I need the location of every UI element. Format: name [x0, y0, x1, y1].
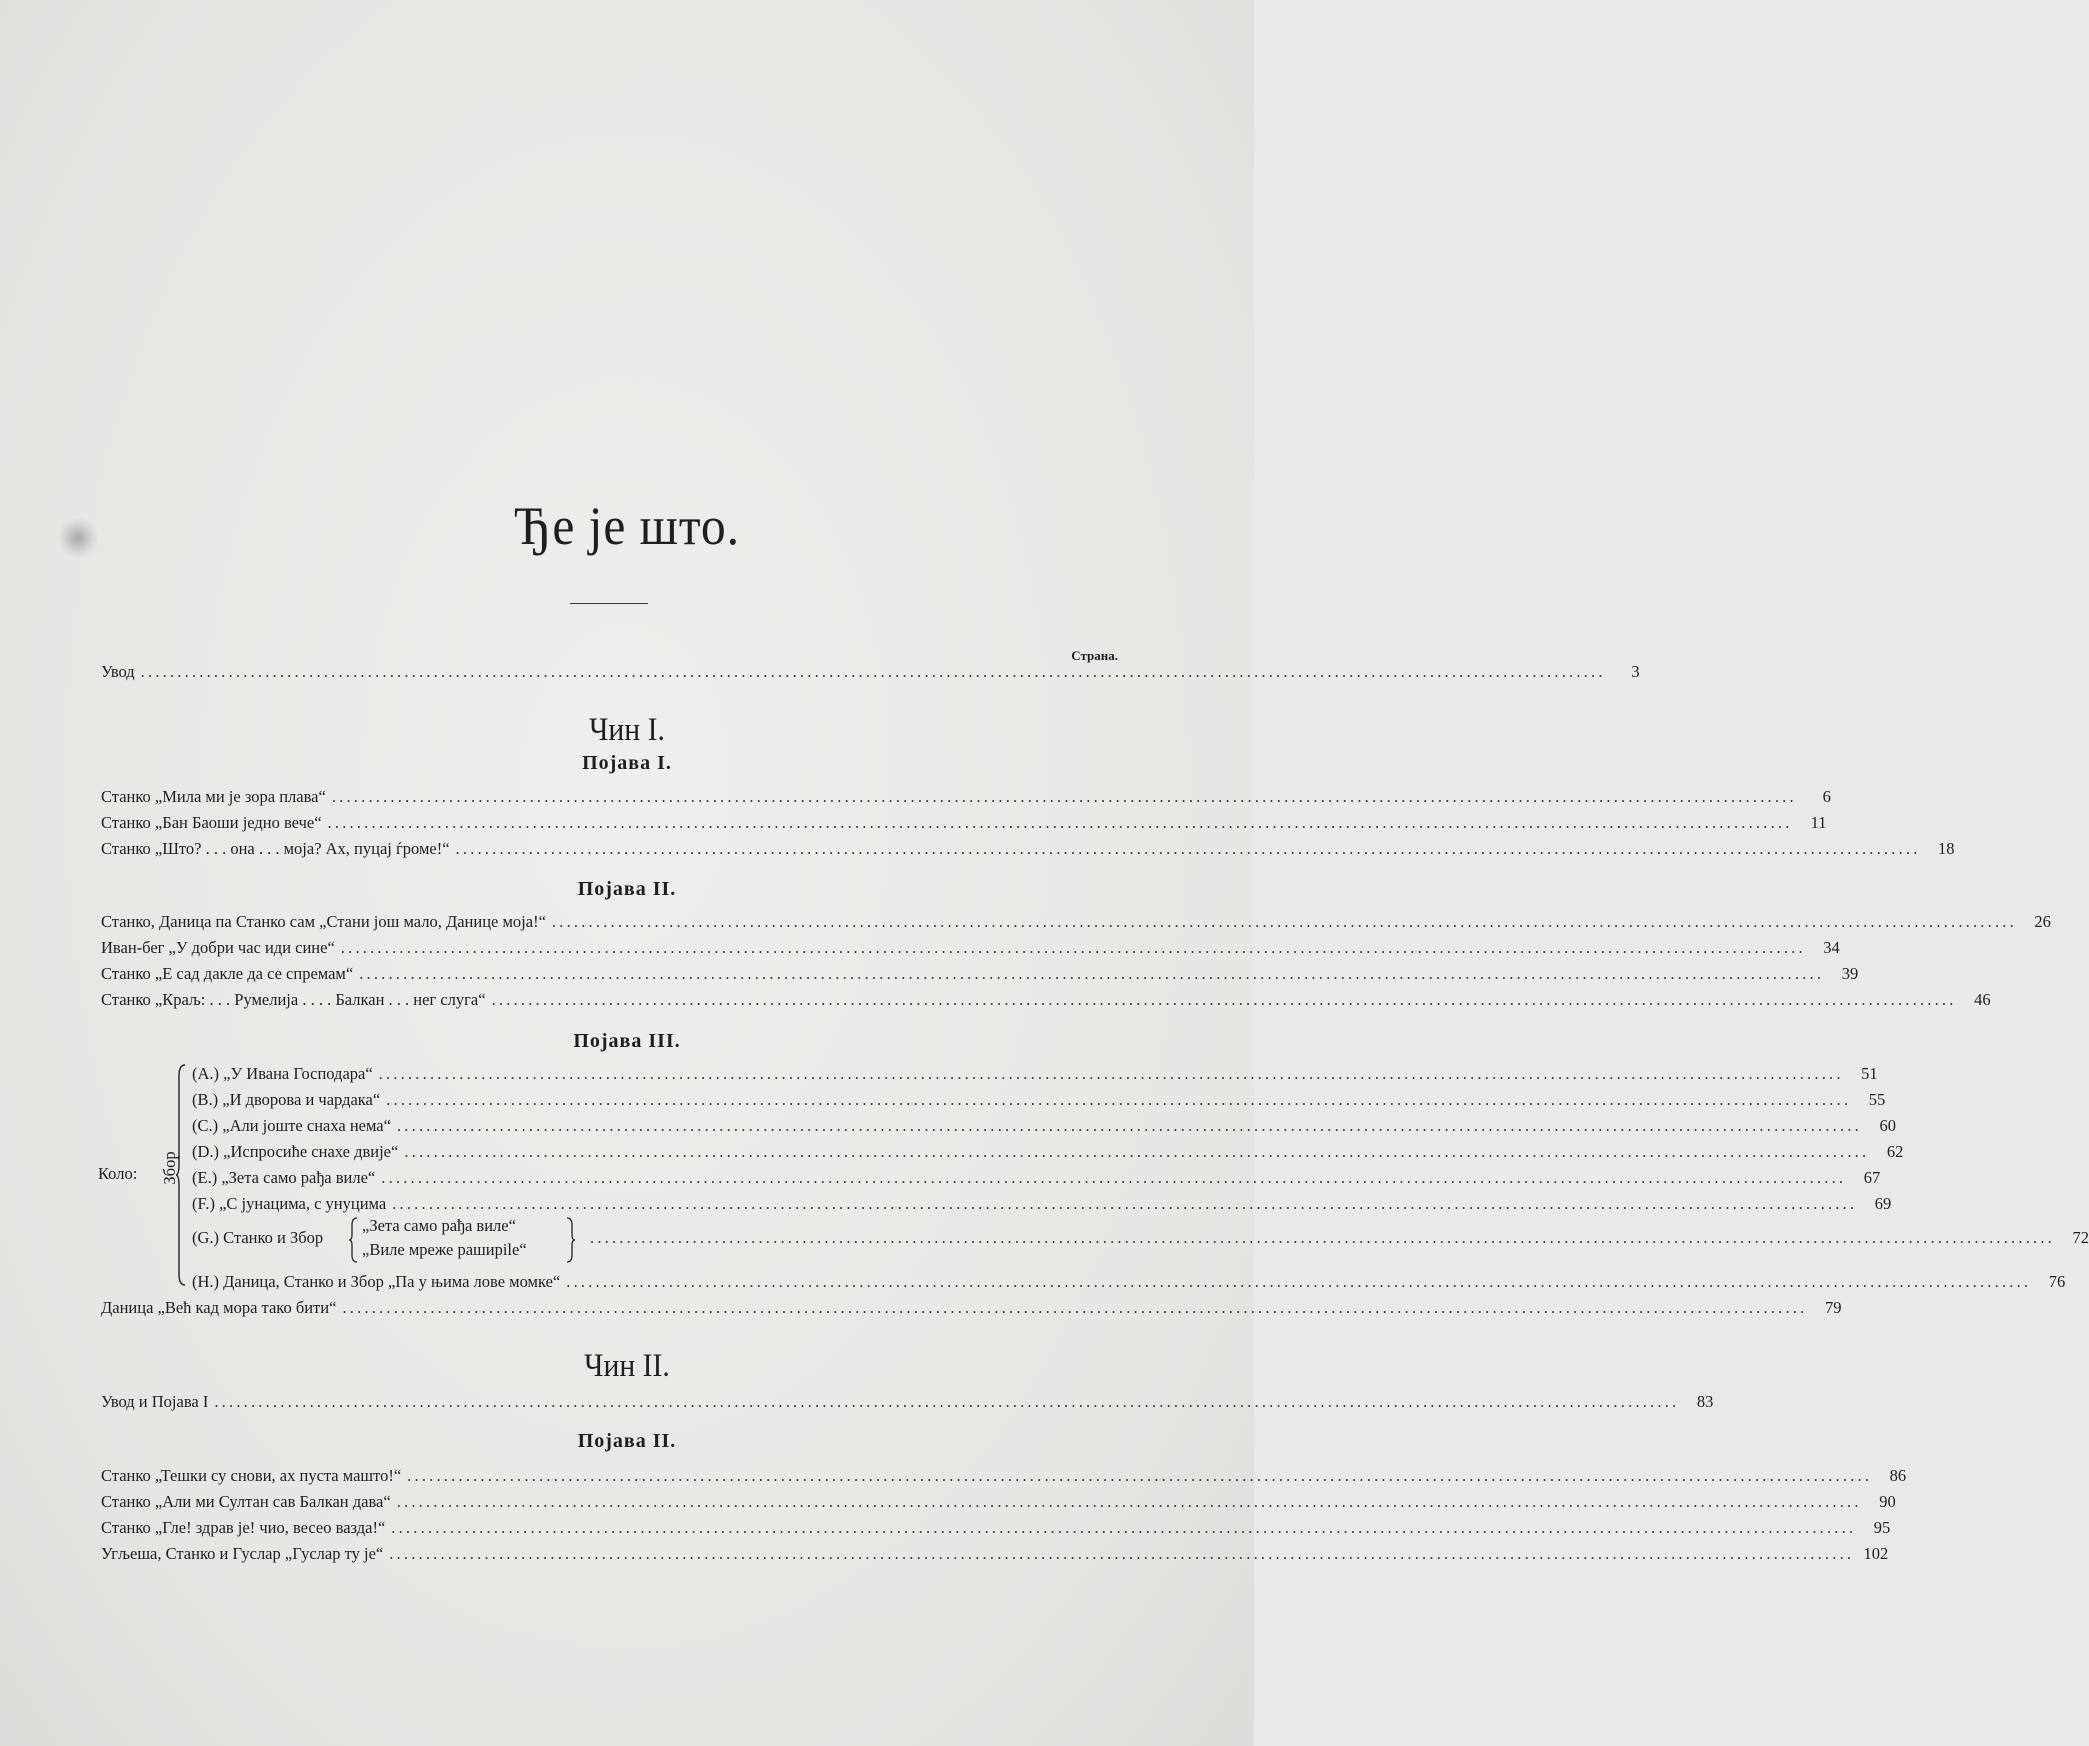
toc-page-number: 67 — [1863, 1168, 1881, 1187]
toc-entry-text: (H.) Даница, Станко и Збор „Па у њима лове момке“ — [192, 1272, 561, 1291]
toc-page-number: 69 — [1874, 1194, 1892, 1213]
toc-entry-g-line1: „Зета само рађа виле“ — [362, 1216, 516, 1235]
leader-dots: ........................................................................................................................................................................................................ — [340, 938, 1806, 957]
toc-page-number: 55 — [1868, 1090, 1886, 1109]
leader-dots: ........................................................................................................................................................................................................ — [327, 813, 1793, 832]
toc-entry-text: (F.) „С јунацима, с унуцима — [192, 1194, 387, 1213]
toc-entry — [101, 1516, 1891, 1540]
toc-page-number: 60 — [1879, 1116, 1896, 1135]
toc-entry-text: Иван-бег „У добри час иди сине“ — [101, 938, 335, 957]
act-heading: Чин II. — [584, 1348, 670, 1384]
toc-page-number: 51 — [1861, 1064, 1878, 1083]
toc-entry — [101, 988, 1991, 1012]
toc-entry-text: (D.) „Испросиће снахе двије“ — [192, 1142, 399, 1161]
toc-entry-text: Станко „Гле! здрав је! чио, весео вазда!“ — [101, 1518, 386, 1537]
toc-entry-text: Угљеша, Станко и Гуслар „Гуслар ту је“ — [101, 1544, 384, 1563]
toc-page-number: 95 — [1873, 1518, 1891, 1537]
leader-dots: ........................................................................................................................................................................................................ — [386, 1090, 1852, 1109]
toc-entry — [101, 1464, 1907, 1488]
leader-dots: ........................................................................................................................................................................................................ — [566, 1272, 2032, 1291]
toc-entry-g-page-line — [584, 1226, 2089, 1250]
toc-entry — [101, 1542, 1889, 1566]
toc-entry-g-line2: „Виле мреже раширile“ — [362, 1240, 527, 1259]
toc-page-number: 72 — [2072, 1228, 2089, 1247]
toc-page-number: 83 — [1696, 1392, 1714, 1411]
toc-entry-text: Станко „Мила ми је зора плава“ — [101, 787, 326, 806]
scene-heading: Појава II. — [577, 878, 677, 900]
leader-dots: ........................................................................................................................................................................................................ — [389, 1544, 1855, 1563]
toc-entry-text: Станко „Е сад дакле да се спремам“ — [101, 964, 354, 983]
leader-dots: ........................................................................................................................................................................................................ — [359, 964, 1825, 983]
scene-heading: Појава II. — [577, 1430, 677, 1452]
leader-dots: ........................................................................................................................................................................................................ — [491, 990, 1957, 1009]
toc-entry — [101, 1490, 1896, 1514]
toc-page-number: 11 — [1810, 813, 1827, 832]
toc-entry-g-prefix: (G.) Станко и Збор — [192, 1228, 324, 1247]
inner-brace-left — [348, 1217, 358, 1263]
toc-entry — [192, 1270, 2066, 1294]
leader-dots: ........................................................................................................................................................................................................ — [392, 1194, 1858, 1213]
leader-dots: ........................................................................................................................................................................................................ — [391, 1518, 1857, 1537]
scene-heading: Појава I. — [582, 752, 672, 774]
toc-page-number: 62 — [1886, 1142, 1904, 1161]
toc-entry — [101, 1390, 1714, 1414]
toc-entry — [101, 785, 1831, 809]
toc-page-number: 39 — [1841, 964, 1859, 983]
page-title: Ђе је што. — [514, 496, 740, 556]
toc-entry — [101, 837, 1955, 861]
toc-page-number: 18 — [1938, 839, 1955, 858]
toc-page-number: 102 — [1863, 1544, 1889, 1563]
leader-dots: ........................................................................................................................................................................................................ — [396, 1116, 1862, 1135]
page-column-header: Страна. — [1071, 648, 1118, 663]
toc-page-number: 76 — [2048, 1272, 2066, 1291]
toc-entry — [192, 1088, 1886, 1112]
leader-dots: ........................................................................................................................................................................................................ — [342, 1298, 1808, 1317]
toc-entry-text: Станко „Али ми Султан сав Балкан дава“ — [101, 1492, 391, 1511]
leader-dots: ........................................................................................................................................................................................................ — [331, 787, 1797, 806]
leader-dots: ........................................................................................................................................................................................................ — [214, 1392, 1680, 1411]
leader-dots: ........................................................................................................................................................................................................ — [455, 839, 1921, 858]
toc-entry — [192, 1114, 1896, 1138]
toc-entry-text: Станко „Тешки су снови, ах пуста машто!“ — [101, 1466, 402, 1485]
toc-entry-text: Станко, Даница па Станко сам „Стани још мало, Данице моја!“ — [101, 912, 546, 931]
leader-dots: ........................................................................................................................................................................................................ — [407, 1466, 1873, 1485]
toc-entry-text: Увод и Појава I — [101, 1392, 209, 1411]
leader-dots: ........................................................................................................................................................................................................ — [140, 662, 1606, 681]
leader-dots: ........................................................................................................................................................................................................ — [551, 912, 2017, 931]
title-divider — [570, 603, 648, 604]
toc-entry — [192, 1192, 1892, 1216]
toc-entry-text: (B.) „И дворова и чардака“ — [192, 1090, 381, 1109]
toc-entry-text: Даница „Већ кад мора тако бити“ — [101, 1298, 337, 1317]
kolo-label: Коло: — [98, 1164, 138, 1183]
toc-page-number: 90 — [1879, 1492, 1896, 1511]
toc-page-number: 86 — [1889, 1466, 1907, 1485]
toc-entry — [101, 910, 2051, 934]
scene-heading: Појава III. — [573, 1030, 681, 1052]
inner-brace-right — [566, 1217, 576, 1263]
toc-entry-text: Увод — [101, 662, 135, 681]
toc-entry-intro — [101, 660, 1640, 684]
zbor-label: Збор — [160, 1151, 179, 1185]
leader-dots: ........................................................................................................................................................................................................ — [381, 1168, 1847, 1187]
leader-dots: ........................................................................................................................................................................................................ — [378, 1064, 1844, 1083]
leader-dots: ........................................................................................................................................................................................................ — [396, 1492, 1862, 1511]
toc-entry — [192, 1140, 1904, 1164]
toc-entry-text: (C.) „Али јоште снаха нема“ — [192, 1116, 391, 1135]
toc-entry-text: Станко „Што? . . . она . . . моја? Ах, пуцај ѓроме!“ — [101, 839, 450, 858]
toc-entry — [101, 811, 1827, 835]
toc-entry — [101, 962, 1859, 986]
toc-page-number: 79 — [1824, 1298, 1842, 1317]
toc-entry-text: (E.) „Зета само рађа виле“ — [192, 1168, 376, 1187]
toc-entry — [101, 936, 1840, 960]
leader-dots: ........................................................................................................................................................................................................ — [590, 1228, 2055, 1247]
toc-page-number: 46 — [1974, 990, 1991, 1009]
toc-entry — [192, 1166, 1881, 1190]
toc-page-number: 6 — [1822, 787, 1831, 806]
toc-entry-text: (А.) „У Ивана Господара“ — [192, 1064, 373, 1083]
act-heading: Чин I. — [589, 712, 665, 748]
leader-dots: ........................................................................................................................................................................................................ — [404, 1142, 1870, 1161]
toc-entry-text: Станко „Краљ: . . . Румелија . . . . Балкан . . . нег слуга“ — [101, 990, 486, 1009]
toc-entry — [101, 1296, 1842, 1320]
toc-entry — [192, 1062, 1878, 1086]
toc-page-number: 34 — [1823, 938, 1840, 957]
toc-page-number: 3 — [1631, 662, 1640, 681]
toc-page-number: 26 — [2034, 912, 2051, 931]
group-brace — [176, 1064, 186, 1286]
toc-entry-text: Станко „Бан Баоши једно вече“ — [101, 813, 322, 832]
